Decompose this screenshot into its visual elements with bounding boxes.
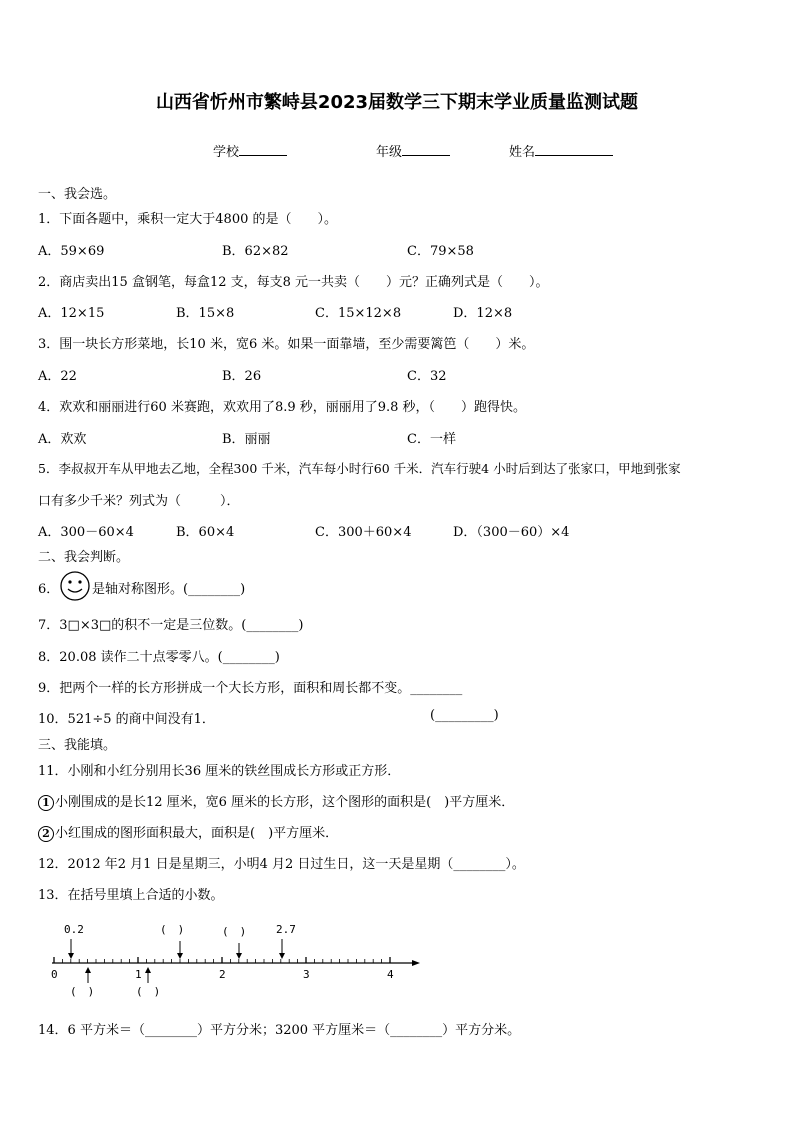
page-title: 山西省忻州市繁峙县2023届数学三下期末学业质量监测试题	[155, 92, 639, 113]
option-d[interactable]: D．（300－60）×4	[453, 525, 570, 540]
tick-label: 4	[387, 968, 394, 981]
question-12: 12．2012 年2 月1 日是星期三，小明4 月2 日过生日，这一天是星期（________）。	[38, 857, 525, 872]
answer-blank[interactable]: (_________)	[430, 708, 499, 723]
axis-arrow-icon	[412, 960, 420, 966]
option-b[interactable]: B．丽丽	[222, 432, 271, 447]
name-field	[509, 141, 613, 160]
option-c[interactable]: C．300＋60×4	[315, 525, 412, 540]
question-3: 3．围一块长方形菜地，长10 米，宽6 米。如果一面靠墙，至少需要篱笆（ ）米。	[38, 337, 535, 352]
grade-blank[interactable]	[402, 142, 450, 156]
option-a[interactable]: A．300－60×4	[38, 525, 134, 540]
sub-question-text: 小红围成的图形面积最大，面积是( )平方厘米．	[55, 826, 339, 841]
school-field	[213, 141, 287, 160]
question-5: 5．李叔叔开车从甲地去乙地，全程300 千米，汽车每小时行60 千米．汽车行驶4 小时后到达了张家口，甲地到张家	[38, 461, 681, 476]
question-14: 14．6 平方米＝（________）平方分米；3200 平方厘米＝（________）平方分米。	[38, 1023, 521, 1038]
option-c[interactable]: C．一样	[407, 432, 456, 447]
option-c[interactable]: C．32	[407, 369, 447, 384]
blank-label: ( )	[70, 985, 95, 998]
circled-number: 2	[38, 826, 54, 842]
option-b[interactable]: B．15×8	[176, 306, 235, 321]
question-2: 2．商店卖出15 盒钢笔，每盒12 支，每支8 元一共卖（ ）元？正确列式是（ ）。	[38, 275, 549, 290]
arrow-head-icon	[68, 953, 74, 959]
school-blank[interactable]	[239, 142, 287, 156]
blank-label: ( )	[222, 925, 247, 938]
question-10: 10．521÷5 的商中间没有1．	[38, 712, 215, 727]
question-11: 11．小刚和小红分别用长36 厘米的铁丝围成长方形或正方形．	[38, 764, 401, 779]
grade-field	[376, 141, 450, 160]
question-6-num: 6．	[38, 582, 60, 597]
option-b[interactable]: B．26	[222, 369, 262, 384]
question-8: 8．20.08 读作二十点零零八。(________)	[38, 650, 280, 665]
question-9: 9．把两个一样的长方形拼成一个大长方形，面积和周长都不变。________	[38, 681, 463, 696]
tick-label: 2	[219, 968, 226, 981]
option-b[interactable]: B．62×82	[222, 244, 289, 259]
sub-question-text: 小刚围成的是长12 厘米，宽6 厘米的长方形，这个图形的面积是( )平方厘米．	[55, 795, 515, 810]
arrow-head-icon	[279, 953, 285, 959]
option-d[interactable]: D．12×8	[453, 306, 513, 321]
question-6: 是轴对称图形。(________)	[92, 582, 246, 597]
given-label-0.2: 0.2	[64, 923, 84, 936]
option-a[interactable]: A．59×69	[38, 244, 105, 259]
major-ticks	[51, 957, 394, 981]
blank-label: ( )	[160, 923, 185, 936]
tick-label: 3	[303, 968, 310, 981]
arrow-head-icon	[236, 953, 242, 959]
question-11-part-2	[38, 822, 338, 842]
tick-label: 1	[135, 968, 142, 981]
tick-label: 0	[51, 968, 58, 981]
name-label: 姓名	[509, 145, 536, 160]
option-b[interactable]: B．60×4	[176, 525, 235, 540]
question-13: 13．在括号里填上合适的小数。	[38, 888, 224, 903]
arrow-head-icon	[177, 953, 183, 959]
option-c[interactable]: C．79×58	[407, 244, 474, 259]
question-11-part-1	[38, 791, 514, 811]
arrow-head-icon	[85, 967, 91, 973]
number-line-diagram	[40, 915, 430, 1005]
arrow-head-icon	[145, 967, 151, 973]
question-1: 1．下面各题中，乘积一定大于4800 的是（ ）。	[38, 212, 337, 227]
option-a[interactable]: A．欢欢	[38, 432, 87, 447]
question-5-cont: 口有多少千米？列式为（ ）．	[38, 494, 240, 509]
section-heading: 三、我能填。	[38, 738, 117, 753]
option-a[interactable]: A．12×15	[38, 306, 105, 321]
smiley-face-icon	[59, 570, 91, 602]
question-7: 7．3□×3□的积不一定是三位数。(________)	[38, 618, 304, 633]
name-blank[interactable]	[535, 142, 613, 156]
section-heading: 一、我会选。	[38, 187, 117, 202]
option-a[interactable]: A．22	[38, 369, 77, 384]
blank-label: ( )	[136, 985, 161, 998]
option-c[interactable]: C．15×12×8	[315, 306, 402, 321]
section-heading: 二、我会判断。	[38, 550, 130, 565]
grade-label: 年级	[376, 145, 403, 160]
school-label: 学校	[213, 145, 240, 160]
circled-number: 1	[38, 795, 54, 811]
given-label-2.7: 2.7	[276, 923, 296, 936]
question-4: 4．欢欢和丽丽进行60 米赛跑，欢欢用了8.9 秒，丽丽用了9.8 秒，（ ）跑得快。	[38, 400, 527, 415]
